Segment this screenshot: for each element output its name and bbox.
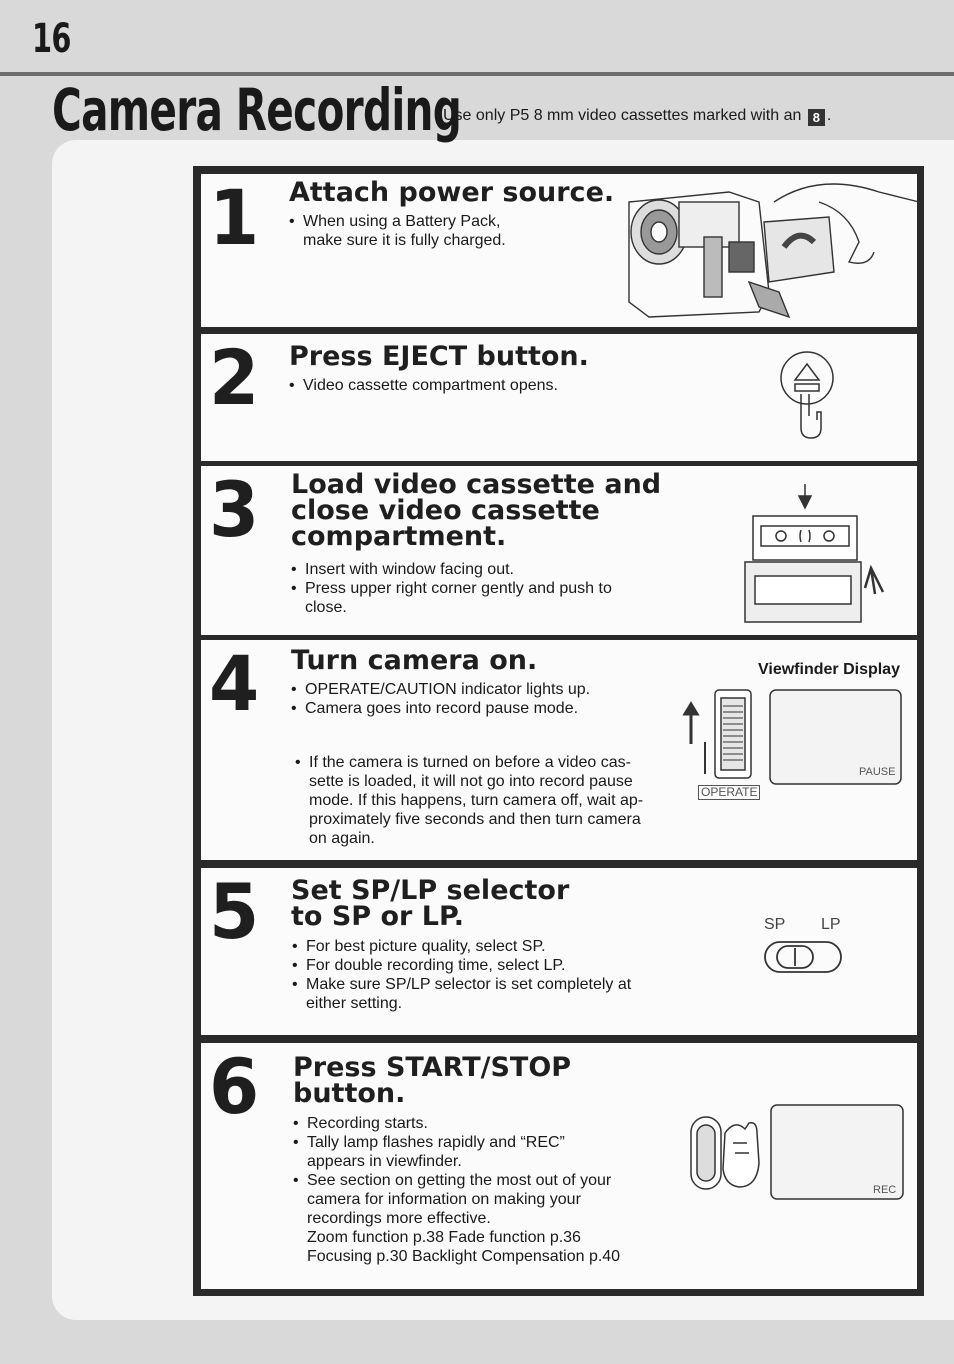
bullet-item: • Tally lamp flashes rapidly and “REC” [293, 1133, 620, 1152]
bullet-item: • When using a Battery Pack, [289, 212, 506, 231]
bullet-item: • See section on getting the most out of your [293, 1171, 620, 1190]
step-number: 5 [209, 867, 260, 956]
step-title-line: compartment. [291, 521, 507, 552]
step-title-line: Load video cassette and [291, 469, 662, 500]
viewfinder-display-title: Viewfinder Display [758, 661, 900, 678]
bullet-item: recordings more effective. [307, 1210, 491, 1227]
bullet-item: • Insert with window facing out. [291, 560, 612, 579]
step-title-line: to SP or LP. [291, 901, 465, 932]
lp-label: LP [821, 916, 841, 933]
step-bullets [293, 1114, 620, 1266]
eject-button-icon [777, 350, 837, 440]
step-5 [201, 868, 917, 1035]
note-line: mode. If this happens, turn camera off, wait ap- [309, 792, 644, 809]
rec-label: REC [873, 1184, 897, 1196]
bullet-item: make sure it is fully charged. [303, 232, 506, 249]
step-bullets [291, 680, 590, 718]
operate-label: OPERATE [698, 785, 760, 800]
step-title [289, 341, 589, 372]
bullet-item: • OPERATE/CAUTION indicator lights up. [291, 680, 590, 699]
step-title-line: Turn camera on. [291, 645, 538, 676]
subtitle-text: Use only P5 8 mm video cassettes marked with an [443, 107, 802, 124]
step-title [293, 1052, 572, 1109]
step-title-line: Set SP/LP selector [291, 875, 570, 906]
bullet-item: close. [305, 599, 347, 616]
bullet-item: • Make sure SP/LP selector is set completely at [292, 975, 631, 994]
page-number: 16 [32, 16, 71, 62]
step-bullets [292, 937, 631, 1013]
bullet-item: • Video cassette compartment opens. [289, 376, 558, 395]
step-title [289, 177, 615, 208]
page-title: Camera Recording [52, 76, 462, 144]
camcorder-battery-illustration [619, 182, 919, 322]
step-number: 6 [209, 1042, 260, 1131]
8mm-mark-icon: 8 [808, 109, 825, 126]
step-number: 3 [209, 465, 260, 554]
step-3 [201, 466, 917, 635]
step-title-line: Attach power source. [289, 177, 615, 208]
note-line: on again. [309, 830, 375, 847]
bullet-item: Focusing p.30 Backlight Compensation p.40 [307, 1248, 621, 1265]
note-line: sette is loaded, it will not go into record pause [309, 773, 633, 790]
step-number: 1 [209, 173, 260, 262]
step-title-line: close video cassette [291, 495, 600, 526]
step-6 [201, 1043, 917, 1289]
bullet-item: • Recording starts. [293, 1114, 620, 1133]
bullet-item: • For best picture quality, select SP. [292, 937, 631, 956]
step-4 [201, 640, 917, 860]
bullet-item: • Camera goes into record pause mode. [291, 699, 590, 718]
step-number: 2 [209, 333, 260, 422]
bullet-item: Zoom function p.38 Fade function p.36 [307, 1229, 581, 1246]
note-line: proximately five seconds and then turn camera [309, 811, 641, 828]
step-title-line: Press EJECT button. [289, 341, 589, 372]
step-note [295, 753, 643, 848]
sp-lp-selector-icon [763, 940, 843, 976]
pause-label: PAUSE [859, 766, 896, 778]
step-1 [201, 174, 917, 327]
note-line: • If the camera is turned on before a video cas- [295, 753, 643, 772]
step-title-line: Press START/STOP [293, 1052, 572, 1083]
page-subtitle [443, 107, 831, 126]
bullet-item: • For double recording time, select LP. [292, 956, 631, 975]
cassette-load-illustration [741, 482, 891, 622]
step-bullets [289, 376, 558, 395]
bullet-item: appears in viewfinder. [307, 1153, 462, 1170]
step-title [291, 645, 538, 676]
subtitle-period: . [826, 107, 832, 124]
sp-label: SP [764, 916, 786, 933]
step-2 [201, 334, 917, 461]
step-bullets [291, 560, 612, 617]
step-title [291, 469, 662, 552]
step-title [291, 875, 570, 932]
step-title-line: button. [293, 1078, 406, 1109]
bullet-item: • Press upper right corner gently and push to [291, 579, 612, 598]
bullet-item: camera for information on making your [307, 1191, 581, 1208]
bullet-item: either setting. [306, 995, 403, 1012]
step-number: 4 [209, 639, 260, 728]
step-bullets [289, 212, 506, 250]
